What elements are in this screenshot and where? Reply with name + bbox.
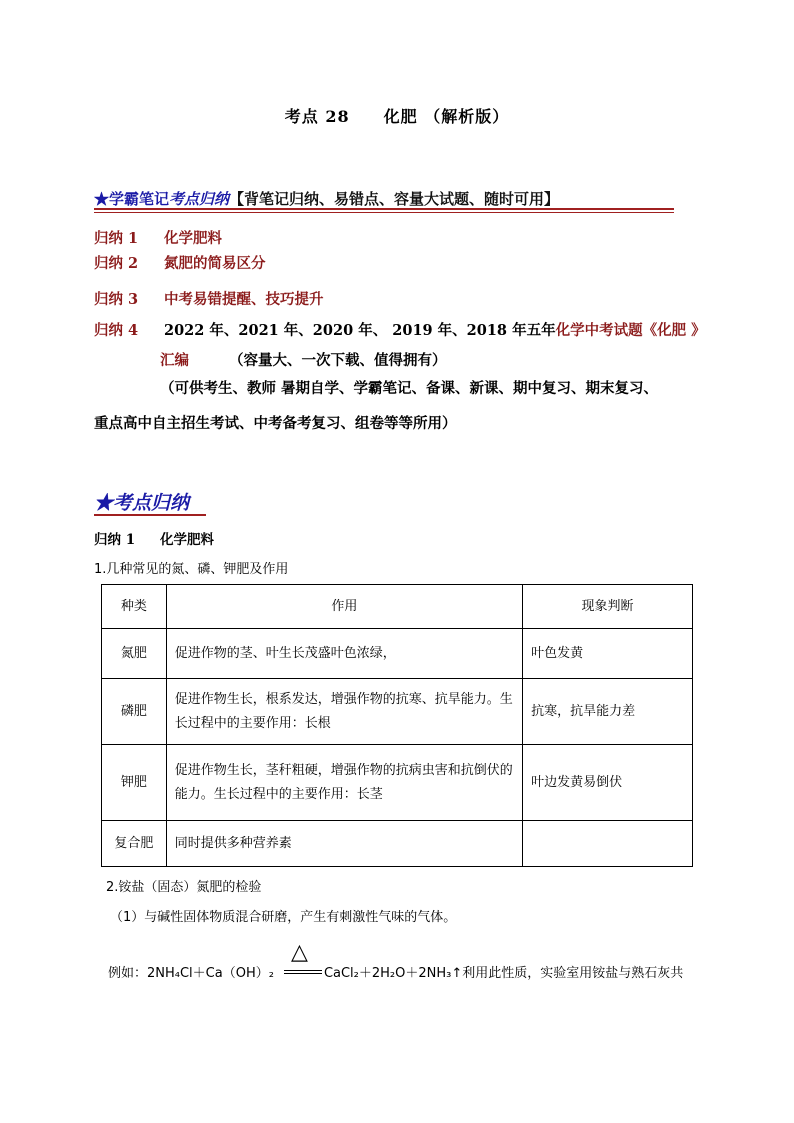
table-row [102, 821, 693, 867]
star-icon: ★ [94, 190, 110, 208]
summary-1 [94, 227, 222, 248]
table-cell-effect: 同时提供多种营养素 [166, 821, 522, 867]
item-2: 2.铵盐（固态）氮肥的检验 [106, 880, 262, 895]
section-underline [94, 514, 206, 516]
equation-products: CaCl₂＋2H₂O＋2NH₃↑利用此性质，实验室用铵盐与熟石灰共 [323, 966, 684, 981]
summary-2 [94, 252, 266, 273]
banner-part2: 考点归纳 [169, 190, 230, 208]
table-header-row [102, 585, 693, 629]
summary-label: 归纳 3 [94, 291, 139, 308]
banner-part1: 学霸笔记 [109, 190, 170, 208]
table-cell-type: 复合肥 [102, 821, 167, 867]
section-heading [94, 488, 189, 515]
table-cell-type: 氮肥 [102, 629, 167, 679]
table-cell-effect: 促进作物生长，根系发达，增强作物的抗寒、抗旱能力。生长过程中的主要作用：长根 [166, 679, 522, 745]
table-header-cell: 现象判断 [523, 585, 693, 629]
item-1: 1.几种常见的氮、磷、钾肥及作用 [94, 562, 289, 577]
equation-double-line-top [284, 970, 322, 971]
equation-double-line-bottom [284, 973, 322, 974]
table-cell-sign: 叶边发黄易倒伏 [523, 745, 693, 821]
table-row [102, 629, 693, 679]
banner-part3: 【背笔记归纳、易错点、容量大试题、随时可用】 [229, 190, 560, 208]
table-cell-sign [523, 821, 693, 867]
summary-text-red: 汇编 [160, 352, 189, 369]
item-2-sub1: （1）与碱性固体物质混合研磨，产生有刺激性气味的气体。 [110, 910, 457, 925]
summary-4 [94, 319, 706, 340]
table-header-cell: 种类 [102, 585, 167, 629]
summary-text-black: 2022 年、2021 年、2020 年、 2019 年、2018 年五年 [164, 322, 556, 339]
section-heading-text: 考点归纳 [113, 492, 190, 514]
summary-text-red: 化学中考试题《化肥 》 [555, 322, 706, 339]
sub-heading [94, 528, 214, 548]
summary-label: 归纳 4 [94, 322, 139, 339]
heat-condition-icon: △ [291, 940, 308, 965]
table-cell-effect: 促进作物生长，茎秆粗硬，增强作物的抗病虫害和抗倒伏的能力。生长过程中的主要作用：长茎 [166, 745, 522, 821]
table-cell-type: 磷肥 [102, 679, 167, 745]
table-row [102, 679, 693, 745]
usage-line1: （可供考生、教师 暑期自学、学霸笔记、备课、新课、期中复习、期末复习、 [160, 380, 659, 397]
table-row [102, 745, 693, 821]
summary-text: 中考易错提醒、技巧提升 [164, 291, 324, 308]
table-cell-sign: 叶色发黄 [523, 629, 693, 679]
summary-text: 化学肥料 [164, 230, 222, 247]
star-icon: ★ [94, 492, 114, 514]
table-cell-effect: 促进作物的茎、叶生长茂盛叶色浓绿， [166, 629, 522, 679]
sub-heading-label: 归纳 1 [94, 532, 136, 548]
table-cell-sign: 抗寒，抗旱能力差 [523, 679, 693, 745]
equation-reactants: 例如：2NH₄Cl＋Ca（OH）₂ [108, 966, 274, 981]
summary-4-line2 [160, 349, 447, 370]
summary-text-black: （容量大、一次下载、值得拥有） [229, 352, 447, 369]
summary-label: 归纳 2 [94, 255, 139, 272]
table-header-cell: 作用 [166, 585, 522, 629]
sub-heading-text: 化学肥料 [160, 532, 214, 548]
usage-line2: 重点高中自主招生考试、中考备考复习、组卷等等所用） [94, 415, 457, 432]
banner [94, 188, 559, 209]
banner-underline [94, 208, 674, 210]
fertilizer-table [101, 584, 693, 867]
equation [108, 962, 683, 981]
summary-text: 氮肥的简易区分 [164, 255, 266, 272]
summary-3 [94, 288, 324, 309]
banner-underline-thin [94, 212, 674, 213]
summary-label: 归纳 1 [94, 230, 139, 247]
page-title: 考点 28 化肥 （解析版） [284, 107, 510, 126]
table-cell-type: 钾肥 [102, 745, 167, 821]
